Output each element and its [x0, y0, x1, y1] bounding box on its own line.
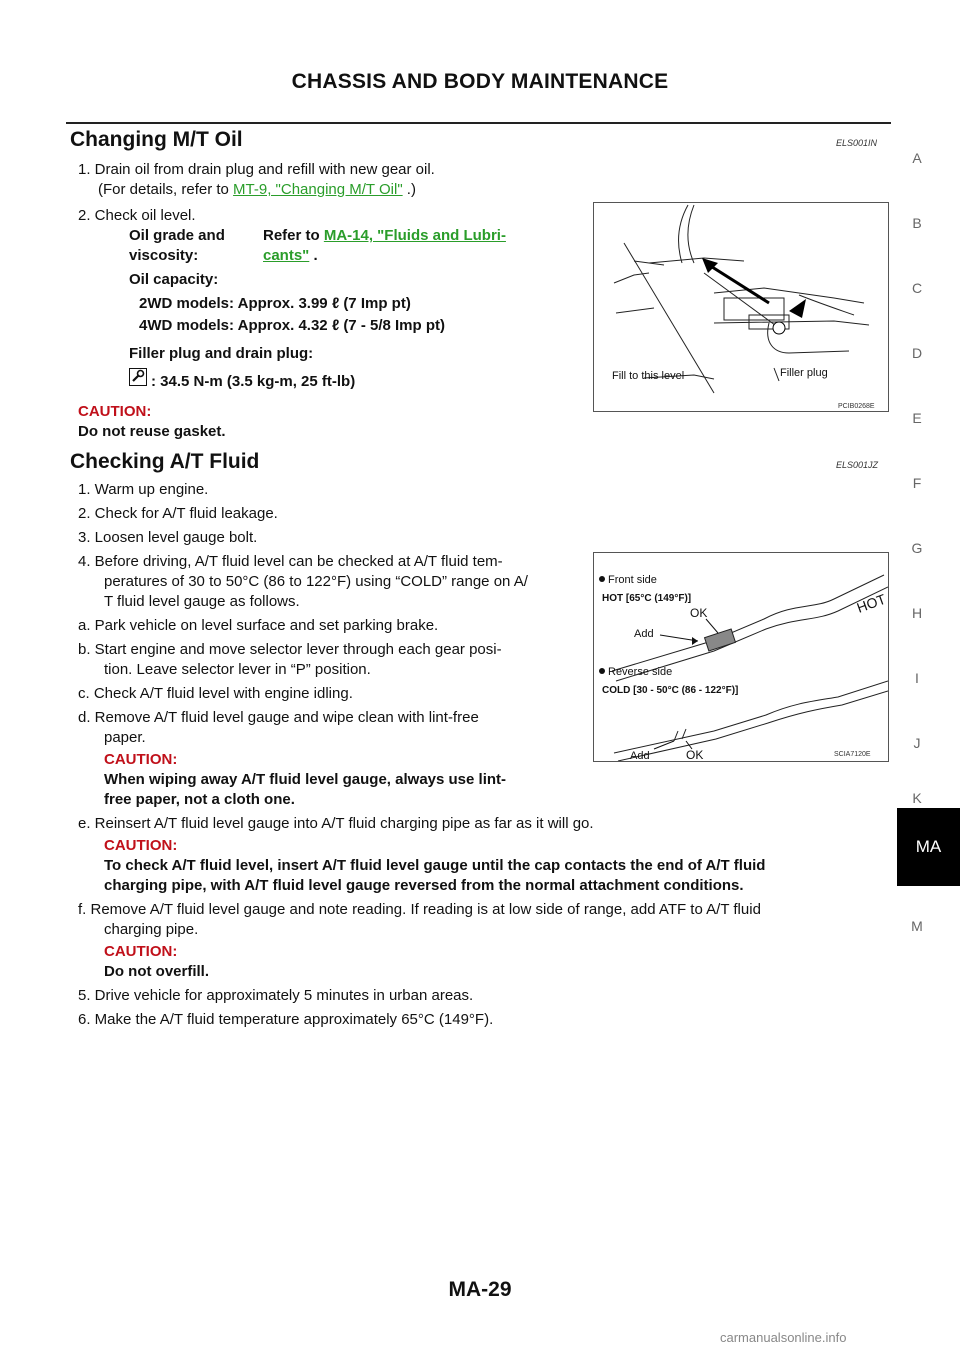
step-text: 6. Make the A/T fluid temperature approximately 65°C (149°F).: [78, 1011, 494, 1028]
side-index-letter-a[interactable]: A: [912, 150, 922, 166]
figure-label-ok: OK: [690, 606, 708, 620]
hot-range-hatch: [705, 629, 736, 651]
figure-label-filler-plug: Filler plug: [780, 367, 828, 379]
section-code: ELS001JZ: [836, 460, 879, 470]
caution-label: CAUTION:: [104, 751, 178, 768]
figure-label-reverse-side: Reverse side: [608, 666, 673, 678]
figure-label-cold-range: COLD [30 - 50°C (86 - 122°F)]: [602, 685, 739, 696]
step-text: 4. Before driving, A/T fluid level can be checked at A/T fluid tem-: [78, 553, 503, 570]
header-rule: [66, 122, 891, 124]
step-text: 5. Drive vehicle for approximately 5 minutes in urban areas.: [78, 987, 474, 1004]
figure-code: SCIA7120E: [834, 751, 871, 758]
step-text: b. Start engine and move selector lever through each gear posi-: [78, 641, 502, 658]
section-code: ELS001IN: [836, 138, 878, 148]
step-text: 3. Loosen level gauge bolt.: [78, 529, 258, 546]
side-index-letter-k[interactable]: K: [912, 790, 922, 806]
step-text: T fluid level gauge as follows.: [104, 593, 300, 610]
caution-text: Do not reuse gasket.: [78, 423, 226, 440]
section-heading-mt-oil: Changing M/T Oil: [70, 128, 243, 151]
side-index-letter-c[interactable]: C: [911, 280, 923, 296]
figure-label-front-side: Front side: [608, 574, 657, 586]
caution-text: charging pipe, with A/T fluid level gauge reversed from the normal attachment conditions.: [104, 877, 744, 894]
step-text: e. Reinsert A/T fluid level gauge into A/T fluid charging pipe as far as it will go.: [78, 815, 594, 832]
side-index-letter-b[interactable]: B: [912, 215, 922, 231]
spec-value: 4WD models: Approx. 4.32 ℓ (7 - 5/8 Imp pt): [139, 317, 445, 334]
figure-label-fill-level: Fill to this level: [612, 370, 685, 382]
page-number: MA-29: [448, 1278, 512, 1301]
step-text: 1. Warm up engine.: [78, 481, 209, 498]
spec-value: [263, 226, 506, 246]
figure-label-ok-cold: OK: [686, 748, 704, 762]
watermark: carmanualsonline.info: [720, 1330, 847, 1345]
side-index-letter-h[interactable]: H: [911, 605, 923, 621]
page-header-title: CHASSIS AND BODY MAINTENANCE: [291, 70, 669, 93]
refer-text: (For details, refer to: [98, 181, 234, 198]
side-index-letter-m[interactable]: M: [911, 918, 923, 934]
figure-code: PCIB0268E: [838, 403, 875, 410]
side-index-letter-e[interactable]: E: [912, 410, 922, 426]
caution-text: To check A/T fluid level, insert A/T fluid level gauge until the cap contacts the end of A/T fluid: [104, 857, 766, 874]
step-text: 2. Check for A/T fluid leakage.: [78, 505, 278, 522]
reference-link-ma14[interactable]: MA-14, "Fluids and Lubri-: [323, 227, 506, 244]
spec-value: [263, 246, 318, 266]
figure-label-hot-range: HOT [65°C (149°F)]: [602, 593, 692, 604]
figure-label-add-cold: Add: [630, 750, 650, 762]
step-text: 2. Check oil level.: [78, 207, 196, 224]
at-fluid-gauge-illustration: [594, 553, 889, 762]
reference-link-ma14-cont[interactable]: cants": [263, 247, 310, 264]
step-text: paper.: [104, 729, 146, 746]
side-index-letter-g[interactable]: G: [911, 540, 923, 556]
mt-transmission-illustration: [594, 203, 889, 412]
side-index-letter-j[interactable]: J: [913, 735, 921, 751]
step-text: d. Remove A/T fluid level gauge and wipe clean with lint-free: [78, 709, 479, 726]
spec-label: Oil capacity:: [129, 271, 219, 288]
spec-label: Oil grade and: [129, 227, 225, 244]
caution-label: CAUTION:: [78, 403, 152, 420]
caution-text: When wiping away A/T fluid level gauge, always use lint-: [104, 771, 507, 788]
figure-label-add: Add: [634, 628, 654, 640]
figure-mt-filler: [593, 202, 889, 412]
step-text: 1. Drain oil from drain plug and refill with new gear oil.: [78, 161, 435, 178]
step-text: [98, 180, 416, 200]
side-index-letter-f[interactable]: F: [912, 475, 922, 491]
caution-text: Do not overfill.: [104, 963, 209, 980]
side-index: [897, 0, 960, 1358]
refer-text: Refer to: [263, 227, 324, 244]
side-index-letter-d[interactable]: D: [911, 345, 923, 361]
gauge-hot-mark: HOT: [854, 590, 888, 616]
side-index-tab-active[interactable]: MA: [897, 808, 960, 886]
step-text: c. Check A/T fluid level with engine idling.: [78, 685, 353, 702]
step-text: peratures of 30 to 50°C (86 to 122°F) using “COLD” range on A/: [104, 573, 528, 590]
side-index-letter-i[interactable]: I: [915, 670, 919, 686]
section-heading-at-fluid: Checking A/T Fluid: [70, 450, 260, 473]
step-text: a. Park vehicle on level surface and set parking brake.: [78, 617, 439, 634]
step-text: f. Remove A/T fluid level gauge and note reading. If reading is at low side of range, add ATF to A/T fluid: [78, 901, 761, 918]
caution-label: CAUTION:: [104, 837, 178, 854]
figure-at-gauge: [593, 552, 889, 762]
step-text: charging pipe.: [104, 921, 199, 938]
reference-link-mt9[interactable]: MT-9, "Changing M/T Oil": [233, 181, 403, 198]
spec-label: Filler plug and drain plug:: [129, 345, 314, 362]
bullet-icon: [599, 668, 605, 674]
step-text: tion. Leave selector lever in “P” position.: [104, 661, 371, 678]
refer-text-end: .): [402, 181, 416, 198]
caution-text: free paper, not a cloth one.: [104, 791, 295, 808]
torque-wrench-icon: [129, 368, 147, 386]
bullet-icon: [599, 576, 605, 582]
spec-label: viscosity:: [129, 247, 199, 264]
spec-value: 2WD models: Approx. 3.99 ℓ (7 Imp pt): [139, 295, 411, 312]
refer-text-end: .: [309, 247, 318, 264]
caution-label: CAUTION:: [104, 943, 178, 960]
spec-torque-value: : 34.5 N-m (3.5 kg-m, 25 ft-lb): [151, 373, 356, 390]
